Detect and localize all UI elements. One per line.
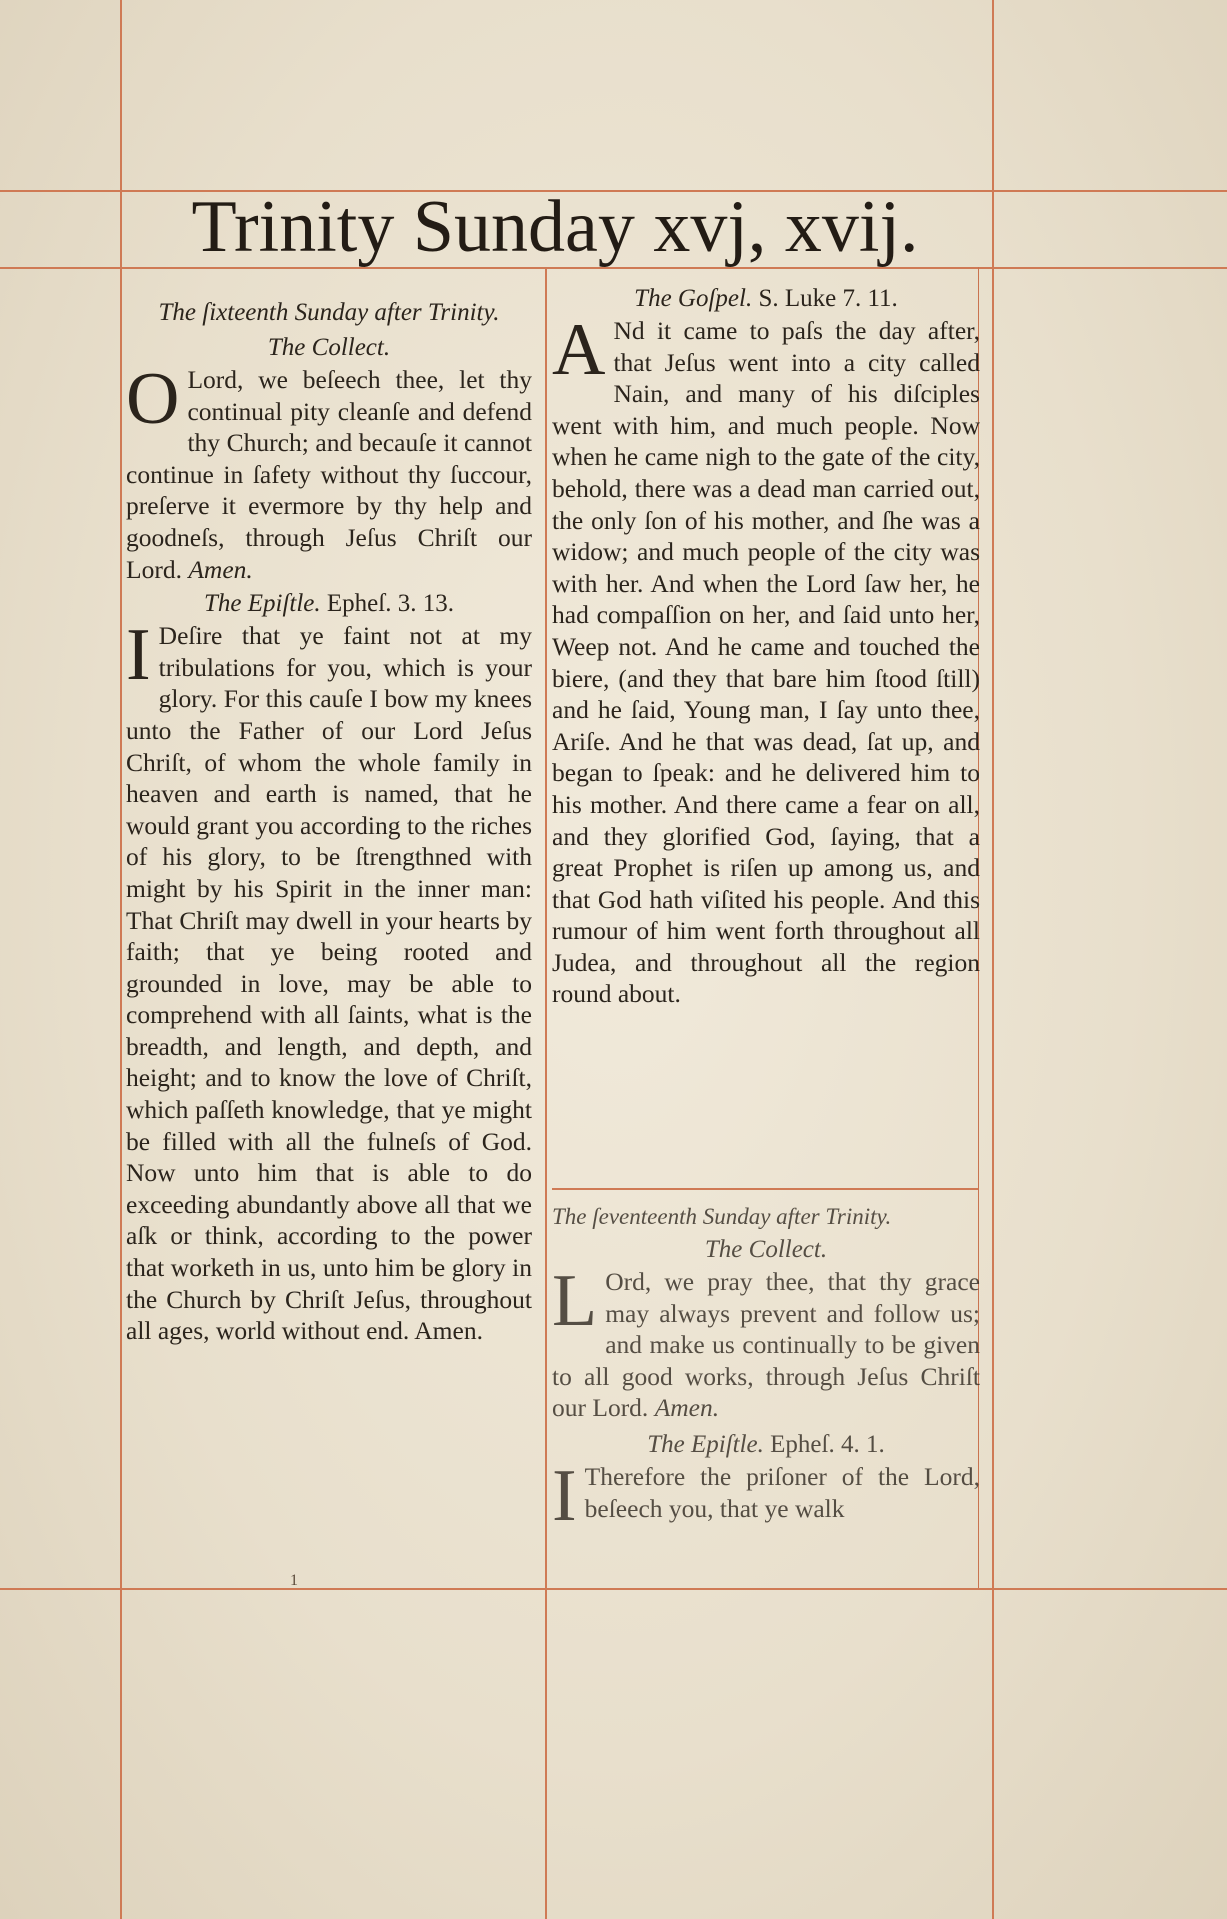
- collect-text: Ord, we pray thee, that thy grace may always prevent and follow us; and make us continually to be given to all good works, through Jeſus Chriſt our Lord.: [552, 1267, 980, 1423]
- rule-bottom: [0, 1588, 1227, 1590]
- collect-heading: The Collect.: [267, 334, 391, 361]
- rule-right-margin: [992, 0, 994, 1919]
- gospel-label: The Goſpel.: [634, 285, 753, 312]
- sunday-heading: The ſixteenth Sunday after Trinity.: [158, 299, 500, 326]
- drop-cap: L: [552, 1260, 598, 1342]
- epistle-heading: [126, 587, 532, 620]
- rule-column-divider: [545, 267, 547, 1919]
- epistle-paragraph: [126, 614, 532, 1347]
- epistle-text: Deſire that ye faint not at my tribulations for you, which is your glory. For this cauſe I bow my knees unto the Father of our Lord Jeſus Chriſt, of whom the whole family in heaven and earth is named, that he would grant you according to the riches of his glory, to be ſtrengthned with might by his Spirit in the inner man: That Chriſt may dwell in your hearts by faith; that ye being rooted and grounded in love, may be able to comprehend with all ſaints, what is the breadth, and length, and depth, and height; and to know the love of Chriſt, which paſſeth knowledge, that ye might be filled with all the fulneſs of God. Now unto him that is able to do exceeding abundantly above all that we aſk or think, according to the power that worketh in us, unto him be glory in the Church by Chriſt Jeſus, throughout all ages, world without end.: [126, 621, 532, 1346]
- amen-text: Amen.: [188, 554, 253, 584]
- epistle-heading: [552, 1428, 980, 1461]
- amen-text: Amen.: [414, 1316, 483, 1346]
- drop-cap: I: [552, 1454, 577, 1537]
- sunday-heading: The ſeventeenth Sunday after Trinity.: [552, 1204, 892, 1229]
- gospel-paragraph: [552, 309, 980, 1010]
- collect-heading: The Collect.: [704, 1236, 828, 1263]
- epistle-text: Therefore the priſoner of the Lord, beſeech you, that ye walk: [584, 1461, 980, 1523]
- drop-cap: A: [552, 309, 606, 391]
- rule-left-margin: [120, 0, 122, 1919]
- collect-text: Lord, we beſeech thee, let thy continual pity cleanſe and defend thy Church; and becauſe it cannot continue in ſafety without thy ſuccour, preſerve it evermore by thy help and goodneſs, through Jeſus Chriſt our Lord.: [126, 365, 532, 584]
- gospel-heading: [552, 282, 980, 315]
- signature-mark: 1: [290, 1572, 298, 1589]
- right-column: [552, 282, 980, 1010]
- gospel-reference: S. Luke 7. 11.: [758, 285, 898, 312]
- amen-text: Amen.: [654, 1393, 720, 1423]
- collect-paragraph: [126, 358, 532, 585]
- epistle-reference: Epheſ. 3. 13.: [326, 590, 454, 618]
- page-title: Trinity Sunday xvj, xvij.: [191, 186, 919, 268]
- gospel-text: Nd it came to paſs the day after, that Jeſus went into a city called Nain, and many of his diſciples went with him, and much people. Now when he came nigh to the gate of the city, behold, there was a dead man carried out, the only ſon of his mother, and ſhe was a widow; and much people of the city was with her. And when the Lord ſaw her, he had compaſſion on her, and ſaid unto her, Weep not. And he came and touched the biere, (and they that bare him ſtood ſtill) and he ſaid, Young man, I ſay unto thee, Ariſe. And he that was dead, ſat up, and began to ſpeak: and he delivered him to his mother. And there came a fear on all, and they glorified God, ſaying, that a great Prophet is riſen up among us, and that God hath viſited his people. And this rumour of him went forth throughout all Judea, and throughout all the region round about.: [552, 316, 980, 1009]
- drop-cap: I: [126, 614, 151, 697]
- right-column-lower: [552, 1200, 980, 1537]
- rule-section-divider: [552, 1188, 978, 1190]
- collect-paragraph: [552, 1260, 980, 1424]
- drop-cap: O: [126, 358, 180, 440]
- epistle-paragraph: [552, 1454, 980, 1537]
- epistle-label: The Epiſtle.: [204, 590, 321, 618]
- left-column: [126, 296, 532, 1347]
- epistle-reference: Epheſ. 4. 1.: [770, 1430, 885, 1458]
- epistle-label: The Epiſtle.: [647, 1430, 764, 1458]
